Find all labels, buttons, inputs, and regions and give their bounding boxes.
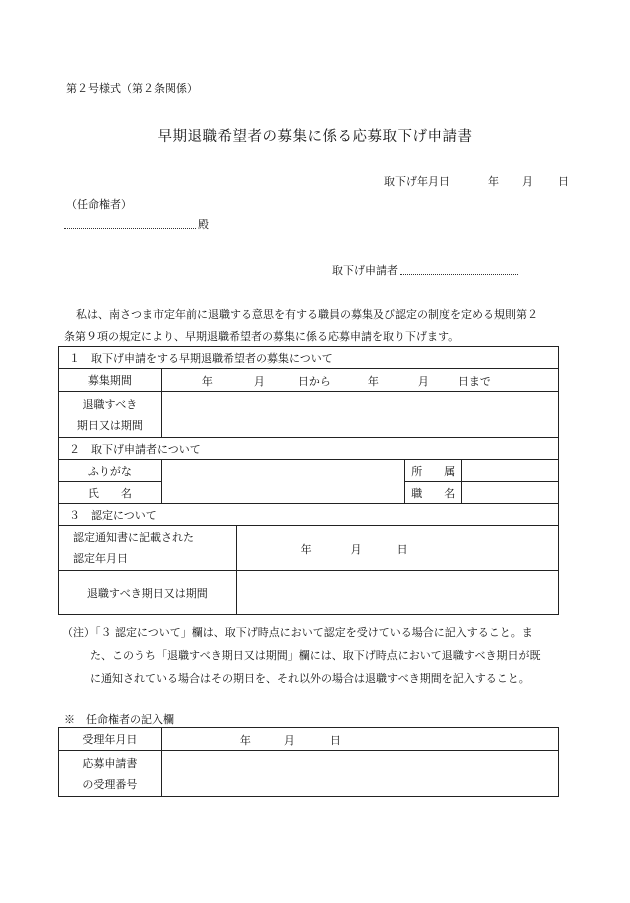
withdrawal-date-label: 取下げ年月日 xyxy=(384,175,450,188)
body-text-line-2: 条第９項の規定により、早期退職希望者の募集に係る応募申請を取り下げます。 xyxy=(64,330,460,343)
certification-date-label-line-1: 認定通知書に記載された xyxy=(73,531,194,544)
receipt-date-field[interactable] xyxy=(161,728,558,751)
certified-retirement-field[interactable] xyxy=(236,571,558,615)
recruitment-period-field[interactable] xyxy=(161,369,558,392)
period-to-day: 日まで xyxy=(457,375,491,388)
receipt-number-label-line-1: 応募申請書 xyxy=(82,756,138,770)
name-label: 氏 名 xyxy=(59,482,162,504)
note-line-1: （注）「３ 認定について」欄は、取下げ時点において認定を受けている場合に記入すること。ま xyxy=(62,626,533,639)
recruitment-period-label: 募集期間 xyxy=(59,369,162,392)
applicant-label: 取下げ申請者 xyxy=(332,264,398,277)
form-number: 第２号様式（第２条関係） xyxy=(66,82,198,95)
retirement-date-label-line-2: 期日又は期間 xyxy=(76,418,143,432)
period-to-year: 年 xyxy=(367,375,379,388)
document-title: 早期退職希望者の募集に係る応募取下げ申請書 xyxy=(157,129,473,145)
note-line-2: た、このうち「退職すべき期日又は期間」欄には、取下げ時点において退職すべき期日が既 xyxy=(90,649,541,662)
receipt-year: 年 xyxy=(239,734,251,747)
section-3-heading: ３ 認定について xyxy=(59,504,559,526)
period-to-month: 月 xyxy=(417,375,429,388)
authority-name-field[interactable] xyxy=(64,214,196,229)
retirement-date-field[interactable] xyxy=(161,392,558,438)
period-from-year: 年 xyxy=(201,375,213,388)
receipt-number-field[interactable] xyxy=(161,751,558,797)
name-field[interactable] xyxy=(161,460,404,504)
section-1-heading: １ 取下げ申請をする早期退職希望者の募集について xyxy=(59,347,559,369)
receipt-month: 月 xyxy=(283,734,295,747)
honorific: 殿 xyxy=(198,218,209,231)
appointing-authority-label: （任命権者） xyxy=(66,198,132,211)
furigana-label: ふりがな xyxy=(59,460,162,482)
affiliation-label: 所 属 xyxy=(405,460,462,482)
retirement-date-label xyxy=(59,392,162,438)
retirement-date-label-line-1: 退職すべき xyxy=(82,397,138,411)
position-label: 職 名 xyxy=(405,482,462,504)
receipt-day: 日 xyxy=(329,734,341,747)
withdrawal-date-month: 月 xyxy=(522,175,533,188)
period-from-day: 日から xyxy=(297,375,331,388)
certification-date-label-line-2: 認定年月日 xyxy=(73,552,128,565)
receipt-number-label-line-2: の受理番号 xyxy=(82,777,138,791)
authority-section-heading: ※ 任命権者の記入欄 xyxy=(64,713,174,726)
certification-date-field[interactable] xyxy=(236,526,558,571)
note-line-3: に通知されている場合はその期日を、それ以外の場合は退職すべき期間を記入すること。 xyxy=(90,672,530,685)
position-field[interactable] xyxy=(462,482,559,504)
certification-day: 日 xyxy=(396,543,408,556)
authority-table xyxy=(58,727,559,797)
affiliation-field[interactable] xyxy=(462,460,559,482)
certification-year: 年 xyxy=(300,543,312,556)
body-text-line-1: 私は、南さつま市定年前に退職する意思を有する職員の募集及び認定の制度を定める規則第２ xyxy=(76,308,538,321)
section-2-heading: ２ 取下げ申請者について xyxy=(59,438,559,460)
withdrawal-date-year: 年 xyxy=(488,175,499,188)
period-from-month: 月 xyxy=(253,375,265,388)
certification-month: 月 xyxy=(350,543,362,556)
application-table xyxy=(58,346,559,615)
certified-retirement-label: 退職すべき期日又は期間 xyxy=(59,571,237,615)
applicant-name-field[interactable] xyxy=(400,260,518,275)
certification-date-label xyxy=(59,526,237,571)
receipt-number-label xyxy=(59,751,162,797)
withdrawal-date-day: 日 xyxy=(558,175,569,188)
receipt-date-label: 受理年月日 xyxy=(59,728,162,751)
